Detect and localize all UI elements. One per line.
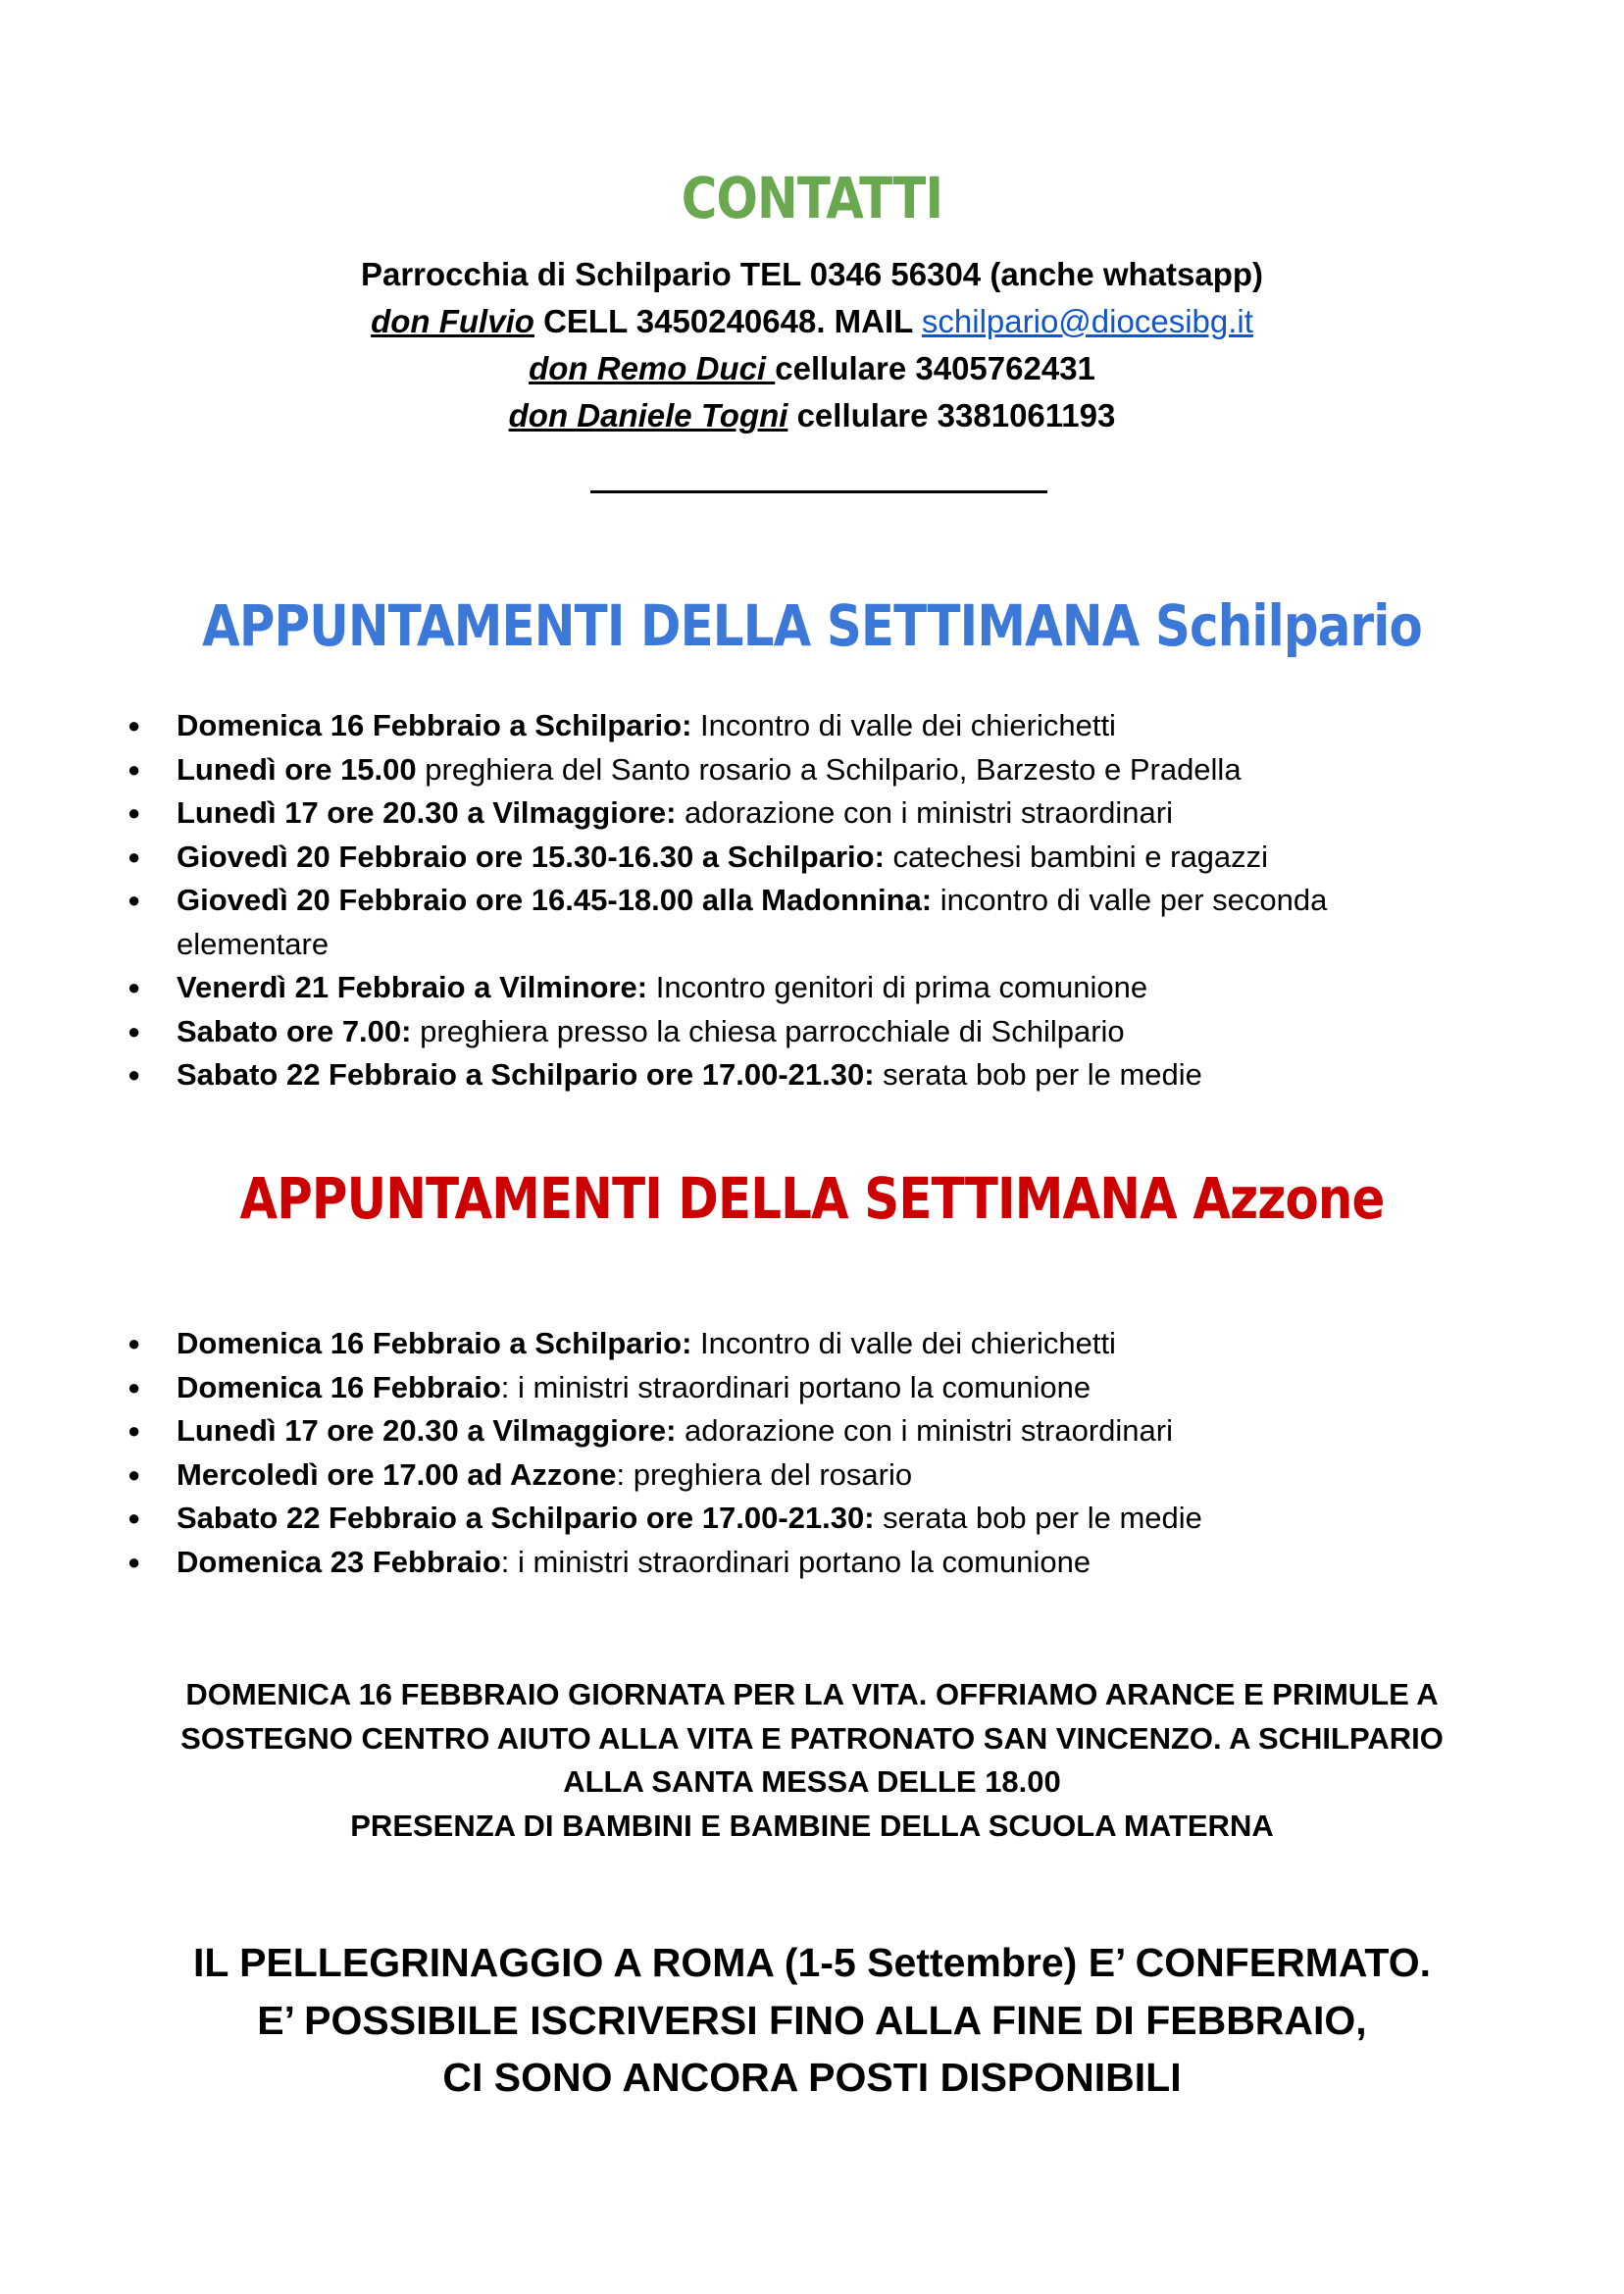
notice-line: DOMENICA 16 FEBBRAIO GIORNATA PER LA VITA. OFFRIAMO ARANCE E PRIMULE A (185, 1677, 1439, 1711)
don-remo-name: don Remo Duci (529, 350, 776, 386)
pilgrimage-line: CI SONO ANCORA POSTI DISPONIBILI (442, 2055, 1182, 2100)
notice-line: PRESENZA DI BAMBINI E BAMBINE DELLA SCUOLA MATERNA (350, 1808, 1274, 1843)
list-item: ● Domenica 23 Febbraio: i ministri straordinari portano la comunione (0, 1541, 1624, 1585)
azzone-events-list (0, 1322, 1624, 1584)
pilgrimage-notice (98, 1934, 1526, 2107)
email-link[interactable]: schilpario@diocesibg.it (921, 303, 1253, 339)
don-daniele-line (0, 392, 1624, 439)
list-item: ● Lunedì ore 15.00 preghiera del Santo rosario a Schilpario, Barzesto e Pradella (0, 748, 1624, 792)
contacts-heading: CONTATTI (681, 165, 943, 231)
pilgrimage-line: E’ POSSIBILE ISCRIVERSI FINO ALLA FINE DI FEBBRAIO, (257, 1997, 1367, 2043)
list-item: ● Giovedì 20 Febbraio ore 16.45-18.00 alla Madonnina: incontro di valle per seconda elementare (0, 879, 1624, 966)
bullet-icon: ● (127, 843, 141, 869)
section-divider (590, 490, 1047, 493)
bullet-icon: ● (127, 713, 141, 738)
bullet-icon: ● (127, 1549, 141, 1574)
contacts-block (0, 251, 1624, 439)
don-fulvio-line (0, 298, 1624, 345)
bullet-icon: ● (127, 1018, 141, 1044)
list-item: ● Domenica 16 Febbraio a Schilpario: Incontro di valle dei chierichetti (0, 1322, 1624, 1366)
bullet-icon: ● (127, 1374, 141, 1400)
bullet-icon: ● (127, 1505, 141, 1530)
pilgrimage-line: IL PELLEGRINAGGIO A ROMA (1-5 Settembre) E’ CONFERMATO. (192, 1940, 1431, 1985)
bullet-icon: ● (127, 1461, 141, 1487)
list-item: ● Lunedì 17 ore 20.30 a Vilmaggiore: adorazione con i ministri straordinari (0, 791, 1624, 836)
list-item: ● Mercoledì ore 17.00 ad Azzone: preghiera del rosario (0, 1453, 1624, 1498)
schilpario-heading: APPUNTAMENTI DELLA SETTIMANA Schilpario (202, 592, 1422, 659)
list-item: ● Sabato 22 Febbraio a Schilpario ore 17.00-21.30: serata bob per le medie (0, 1497, 1624, 1541)
giornata-per-la-vita-notice (147, 1673, 1477, 1848)
azzone-heading: APPUNTAMENTI DELLA SETTIMANA Azzone (239, 1165, 1385, 1232)
don-remo-cell: cellulare 3405762431 (775, 350, 1095, 386)
list-item: ● Giovedì 20 Febbraio ore 15.30-16.30 a Schilpario: catechesi bambini e ragazzi (0, 836, 1624, 880)
list-item: ● Venerdì 21 Febbraio a Vilminore: Incontro genitori di prima comunione (0, 966, 1624, 1010)
bullet-icon: ● (127, 800, 141, 825)
list-item: ● Domenica 16 Febbraio a Schilpario: Incontro di valle dei chierichetti (0, 704, 1624, 748)
parish-phone-line: Parrocchia di Schilpario TEL 0346 56304 (anche whatsapp) (360, 256, 1264, 292)
schilpario-events-list (0, 704, 1624, 1097)
bullet-icon: ● (127, 1331, 141, 1355)
bullet-icon: ● (127, 888, 141, 912)
bullet-icon: ● (127, 1418, 141, 1443)
list-item: ● Domenica 16 Febbraio: i ministri straordinari portano la comunione (0, 1366, 1624, 1410)
don-daniele-name: don Daniele Togni (508, 397, 788, 433)
list-item: ● Sabato 22 Febbraio a Schilpario ore 17.00-21.30: serata bob per le medie (0, 1053, 1624, 1097)
notice-line: ALLA SANTA MESSA DELLE 18.00 (563, 1764, 1061, 1799)
don-fulvio-name: don Fulvio (371, 303, 534, 339)
bullet-icon: ● (127, 1062, 141, 1087)
don-daniele-cell: cellulare 3381061193 (787, 397, 1116, 433)
list-item: ● Lunedì 17 ore 20.30 a Vilmaggiore: adorazione con i ministri straordinari (0, 1409, 1624, 1453)
don-remo-line (0, 345, 1624, 392)
list-item: ● Sabato ore 7.00: preghiera presso la chiesa parrocchiale di Schilpario (0, 1010, 1624, 1054)
bullet-icon: ● (127, 975, 141, 999)
notice-line: SOSTEGNO CENTRO AIUTO ALLA VITA E PATRONATO SAN VINCENZO. A SCHILPARIO (180, 1720, 1444, 1756)
bullet-icon: ● (127, 756, 141, 782)
don-fulvio-cell: CELL 3450240648. MAIL (533, 303, 922, 339)
